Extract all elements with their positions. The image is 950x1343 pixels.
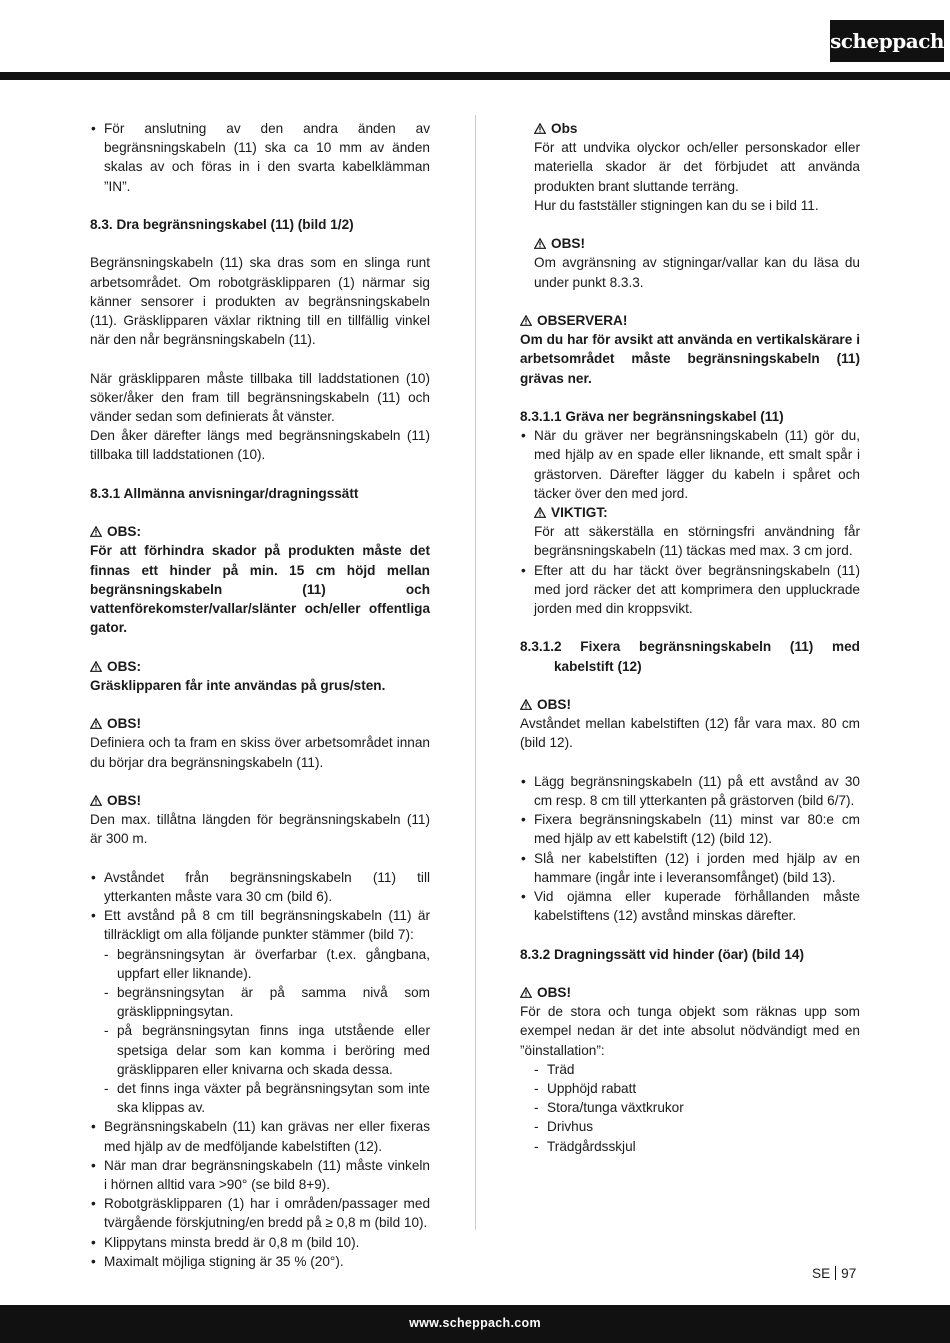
list-item: • För anslutning av den andra änden av begränsningskabeln (11) ska ca 10 mm av änden skalas av och föras in i den svarta kabelklämman ”IN”. [90,119,430,196]
list-item: • Fixera begränsningskabeln (11) minst var 80:e cm med hjälp av ett kabelstift (12) (bild 12). [520,810,860,848]
warning-text: Avståndet mellan kabelstiften (12) får vara max. 80 cm (bild 12). [520,716,860,751]
column-divider [475,115,476,1230]
warning-text: Den max. tillåtna längden för begränsningskabeln (11) är 300 m. [90,812,430,847]
header-bar [0,72,950,80]
list-item: • När du gräver ner begränsningskabeln (11) gör du, med hjälp av en spade eller liknande, ett smalt spår i grästorven. Därefter lägger du kabeln i spåret och täcker över den med jord. [520,426,860,503]
warning-triangle-icon [90,526,102,537]
warning-triangle-icon [520,699,532,710]
sub-list-item: - begränsningsytan är överfarbar (t.ex. gångbana, uppfart eller liknande). [90,945,430,983]
sub-list-item: - på begränsningsytan finns inga utstående eller spetsiga delar som kan komma i beröring med gräsklipparen eller knivarna och skada dessa. [90,1021,430,1079]
list-item: • När man drar begränsningskabeln (11) måste vinkeln i hörnen alltid vara >90° (se bild 8+9). [90,1156,430,1194]
warning-triangle-icon [534,238,546,249]
paragraph: Den åker därefter längs med begränsningskabeln (11) tillbaka till laddstationen (10). [90,428,430,463]
warning-title: OBS! [520,695,860,714]
list-item: • Ett avstånd på 8 cm till begränsningskabeln (11) är tillräckligt om alla följande punkter stämmer (bild 7): [90,906,430,944]
warning-text: Om du har för avsikt att använda en vertikalskärare i arbetsområdet måste begränsningskabeln (11) grävas ner. [520,332,860,386]
scheppach-logo: scheppach [830,20,944,62]
warning-title: OBSERVERA! [520,311,860,330]
footer-bar [0,1305,950,1343]
warning-title: OBS: [90,522,430,541]
section-heading-8-3-1: 8.3.1 Allmänna anvisningar/dragningssätt [90,485,359,501]
warning-title: OBS: [90,657,430,676]
sub-list-item: - Trädgårdsskjul [520,1137,860,1156]
warning-triangle-icon [520,987,532,998]
warning-title: VIKTIGT: [520,503,860,522]
warning-title: OBS! [520,983,860,1002]
list-item: • Lägg begränsningskabeln (11) på ett avstånd av 30 cm resp. 8 cm till ytterkanten på grästorven (bild 6/7). [520,772,860,810]
list-item: • Avståndet från begränsningskabeln (11) till ytterkanten måste vara 30 cm (bild 6). [90,868,430,906]
page-number-separator [835,1266,836,1280]
list-item: • Begränsningskabeln (11) kan grävas ner eller fixeras med hjälp av de medföljande kabelstiften (12). [90,1117,430,1155]
warning-triangle-icon [90,661,102,672]
warning-triangle-icon [534,507,546,518]
sub-list-item: - Stora/tunga växtkrukor [520,1098,860,1117]
sub-list-item: - Träd [520,1060,860,1079]
sub-list-item: - Upphöjd rabatt [520,1079,860,1098]
warning-text: För de stora och tunga objekt som räknas upp som exempel nedan är det inte absolut nödvändigt med en ”öinstallation”: [520,1004,860,1058]
section-heading-8-3-1-2: 8.3.1.2 Fixera begränsningskabeln (11) med kabelstift (12) [520,639,860,674]
sub-list-item: - det finns inga växter på begränsningsytan som inte ska klippas av. [90,1079,430,1117]
paragraph: Begränsningskabeln (11) ska dras som en slinga runt arbetsområdet. Om robotgräsklipparen (1) närmar sig känner sensorer i produkten av begränsningskabeln (11). Gräsklipparen växlar riktning till en tillfällig vinkel när den når begränsningskabeln (11). [90,255,430,348]
list-item: • Robotgräsklipparen (1) har i områden/passager med tvärgående förskjutning/en bredd på ≥ 0,8 m (bild 10). [90,1194,430,1232]
warning-title: Obs [520,119,860,138]
section-heading-8-3-2: 8.3.2 Dragningssätt vid hinder (öar) (bild 14) [520,946,805,962]
footer-url: www.scheppach.com [409,1316,541,1330]
section-heading-8-3: 8.3. Dra begränsningskabel (11) (bild 1/2) [90,217,354,232]
list-item: • Vid ojämna eller kuperade förhållanden måste kabelstiftens (12) avstånd minskas därefter. [520,887,860,925]
warning-triangle-icon [90,718,102,729]
warning-text: För att undvika olyckor och/eller personskador eller materiella skador är det förbjudet att använda produkten brant sluttande terräng. [534,140,860,194]
warning-title: OBS! [90,791,430,810]
warning-title: OBS! [90,714,430,733]
list-item: • Maximalt möjliga stigning är 35 % (20°). [90,1252,430,1271]
paragraph: När gräsklipparen måste tillbaka till laddstationen (10) söker/åker den fram till begränsningskabeln (11) och vänder sedan som definierats åt vänster. [90,370,430,424]
warning-text: Definiera och ta fram en skiss över arbetsområdet innan du börjar dra begränsningskabeln (11). [90,735,430,770]
page-number-value: 97 [841,1266,857,1281]
sub-list-item: - begränsningsytan är på samma nivå som gräsklippningsytan. [90,983,430,1021]
page-number [812,1264,856,1283]
warning-text: För att förhindra skador på produkten måste det finnas ett hinder på min. 15 cm höjd mellan begränsningskabeln (11) och vattenförekomster/vallar/slänter och/eller offentliga gator. [90,543,430,636]
list-item: • Efter att du har täckt över begränsningskabeln (11) med jord räcker det att komprimera den uppluckrade jorden med din kroppsvikt. [520,561,860,619]
left-column [90,119,430,1271]
warning-text: Om avgränsning av stigningar/vallar kan du läsa du under punkt 8.3.3. [534,255,860,290]
list-item: • Slå ner kabelstiften (12) i jorden med hjälp av en hammare (ingår inte i leveransomfånget) (bild 13). [520,849,860,887]
warning-text: Gräsklipparen får inte användas på grus/sten. [90,677,386,693]
warning-triangle-icon [534,123,546,134]
page-language: SE [812,1266,831,1281]
section-heading-8-3-1-1: 8.3.1.1 Gräva ner begränsningskabel (11) [520,409,784,424]
list-item: • Klippytans minsta bredd är 0,8 m (bild 10). [90,1233,430,1252]
warning-title: OBS! [520,234,860,253]
warning-triangle-icon [520,315,532,326]
warning-triangle-icon [90,795,102,806]
warning-text: För att säkerställa en störningsfri användning får begränsningskabeln (11) täckas med max. 3 cm jord. [534,524,860,559]
sub-list-item: - Drivhus [520,1117,860,1136]
warning-text: Hur du fastställer stigningen kan du se i bild 11. [534,197,819,213]
right-column [520,119,860,1156]
